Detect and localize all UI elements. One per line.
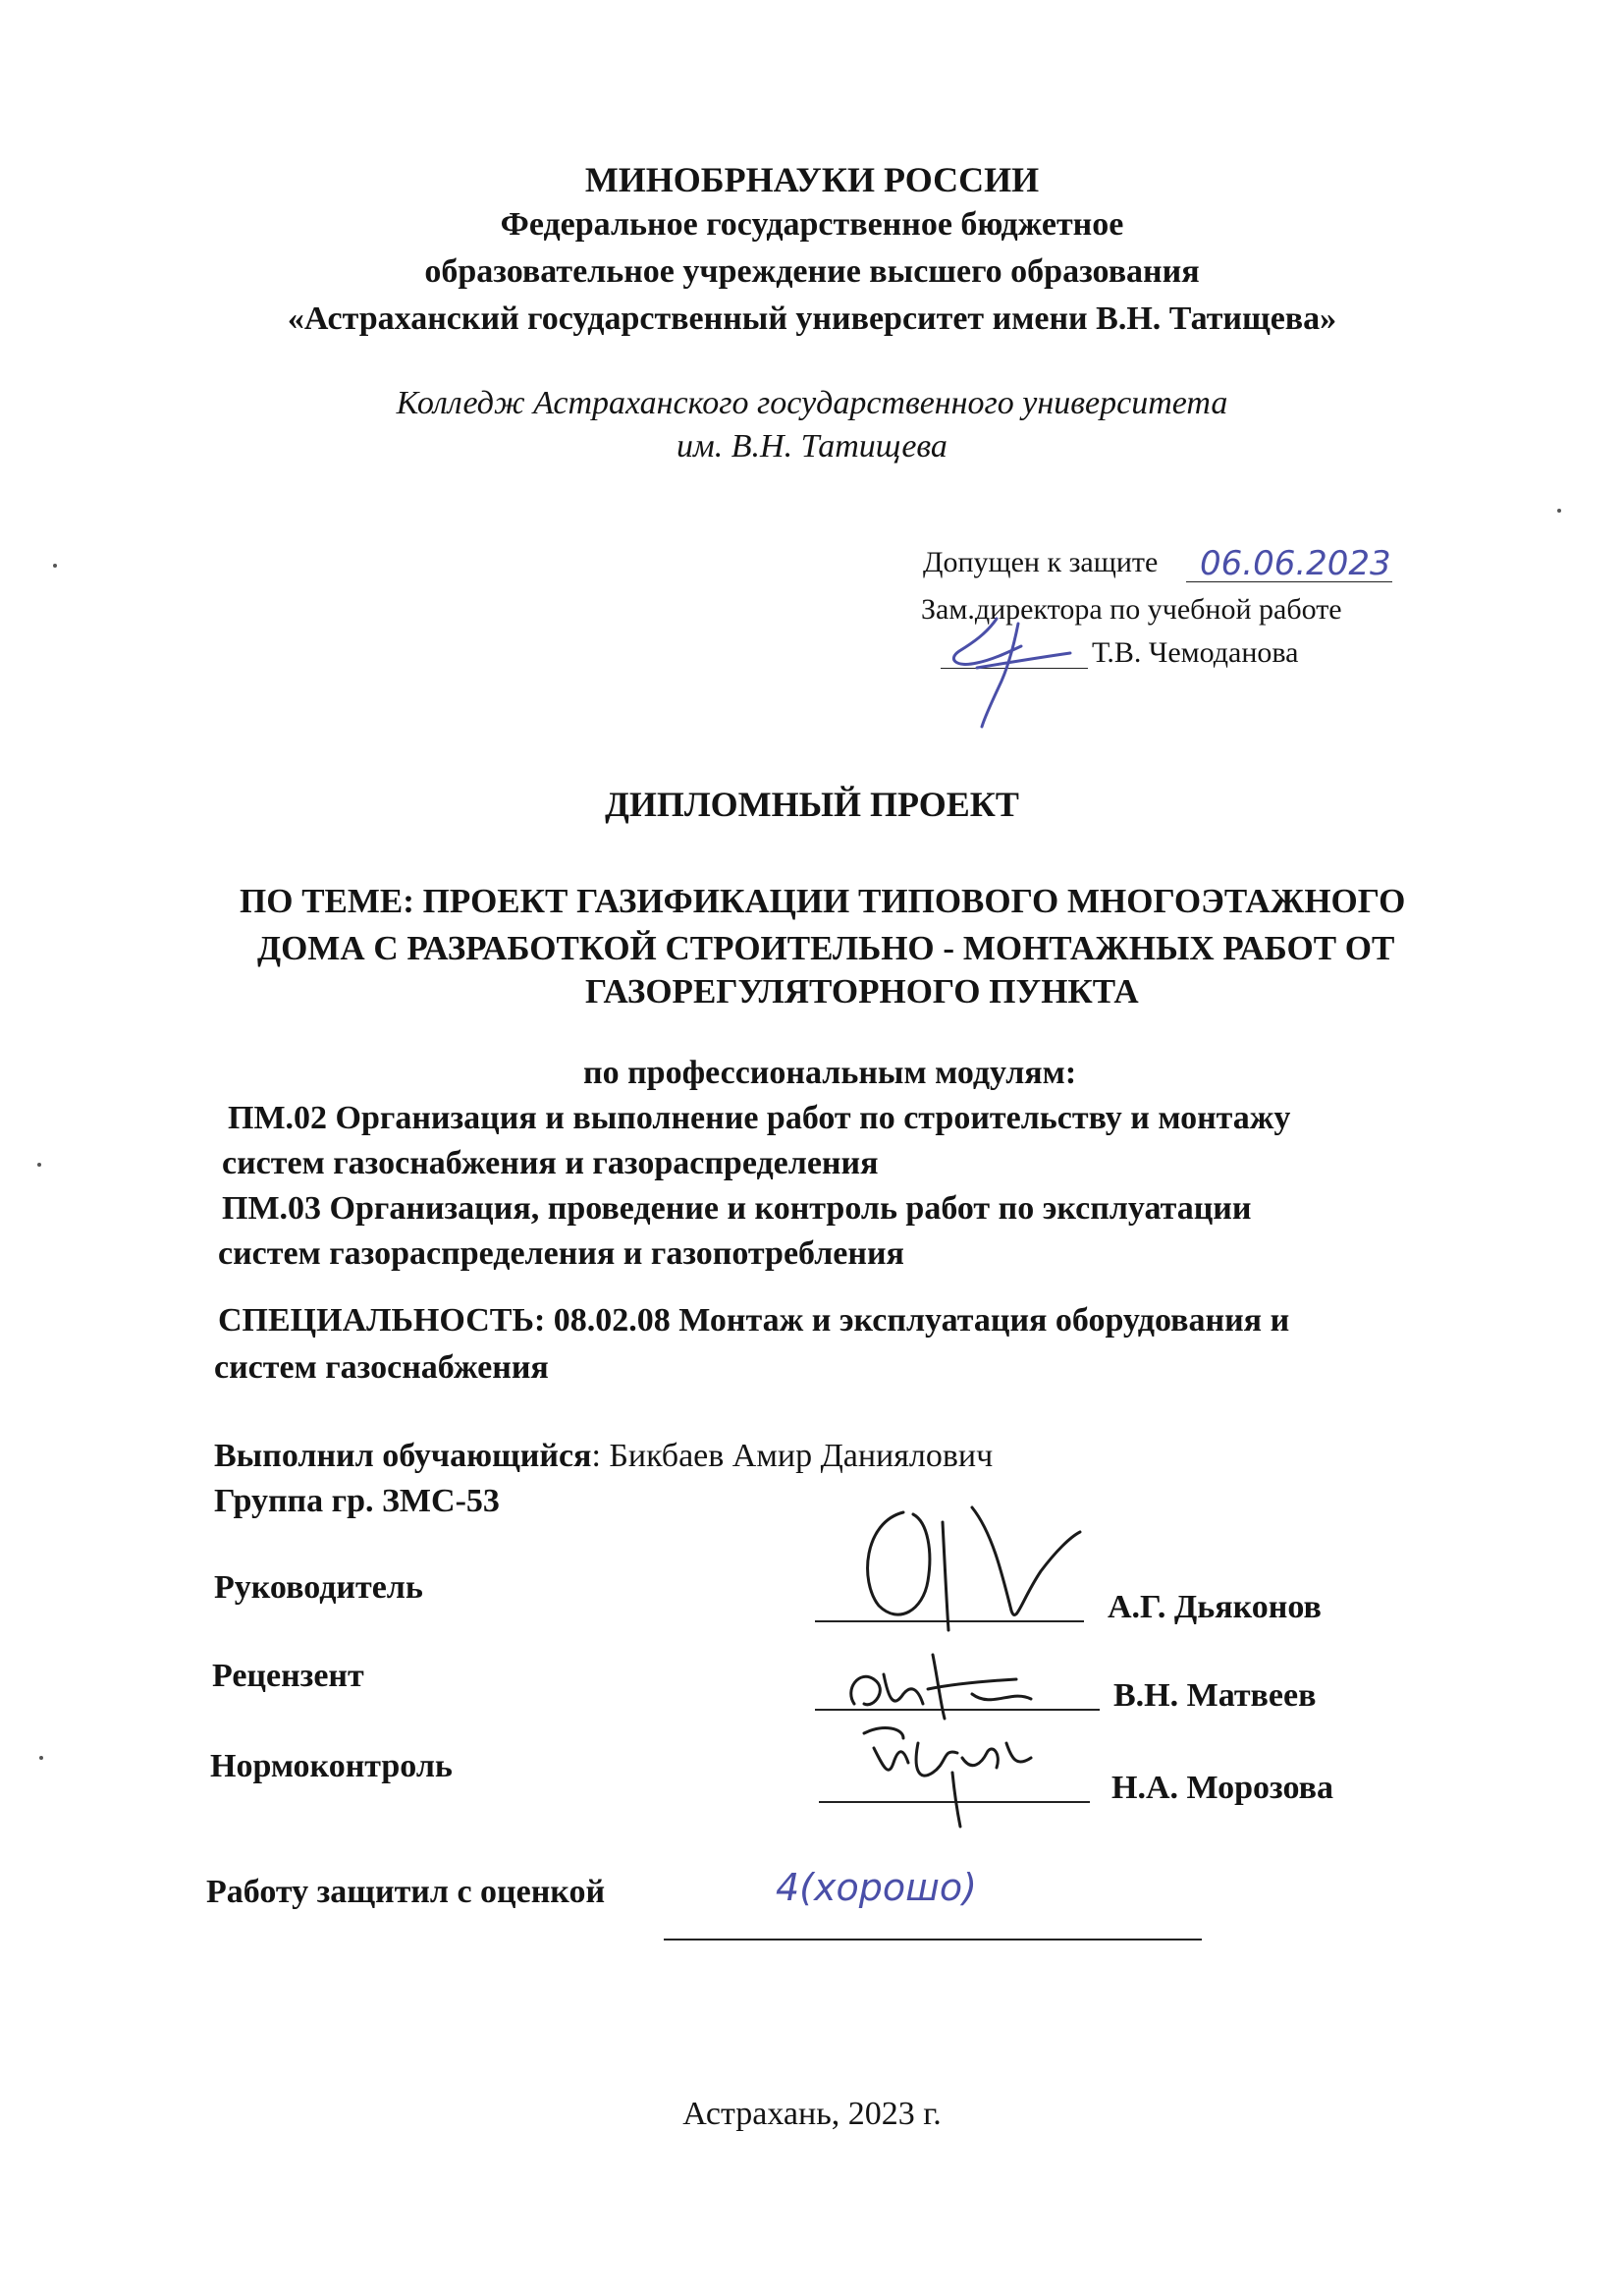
modules-heading: по профессиональным модулям:: [583, 1055, 1077, 1091]
deputy-signature-image: [938, 614, 1075, 737]
role-label-normcontrol: Нормоконтроль: [210, 1748, 453, 1784]
topic-line-1: ПО ТЕМЕ: ПРОЕКТ ГАЗИФИКАЦИИ ТИПОВОГО МНОГОЭТАЖНОГО: [240, 882, 1406, 920]
role-name-normcontrol: Н.А. Морозова: [1111, 1770, 1334, 1806]
topic-line-3: ГАЗОРЕГУЛЯТОРНОГО ПУНКТА: [585, 972, 1139, 1011]
topic-line-2: ДОМА С РАЗРАБОТКОЙ СТРОИТЕЛЬНО - МОНТАЖНЫХ РАБОТ ОТ: [257, 929, 1395, 967]
specialty-line-2: систем газоснабжения: [214, 1349, 549, 1386]
role-label-supervisor: Руководитель: [214, 1569, 423, 1606]
role-name-supervisor: А.Г. Дьяконов: [1108, 1589, 1322, 1625]
supervisor-signature-image: [844, 1503, 1159, 1660]
university-name: «Астраханский государственный университет имени В.Н. Татищева»: [287, 301, 1337, 337]
org-line-1: Федеральное государственное бюджетное: [500, 206, 1124, 243]
module-pm02-line-2: систем газоснабжения и газораспределения: [222, 1145, 879, 1181]
deputy-director-name: Т.В. Чемоданова: [1092, 636, 1299, 669]
scan-speck: [1557, 509, 1561, 513]
normcontrol-signature-image: [844, 1714, 1090, 1831]
admitted-label: Допущен к защите: [923, 546, 1159, 578]
student-name: : Бикбаев Амир Даниялович: [591, 1438, 994, 1474]
scan-speck: [53, 564, 57, 568]
grade-label: Работу защитил с оценкой: [206, 1874, 606, 1910]
org-line-2: образовательное учреждение высшего образования: [424, 253, 1200, 290]
role-name-reviewer: В.Н. Матвеев: [1113, 1677, 1317, 1714]
specialty-line-1: СПЕЦИАЛЬНОСТЬ: 08.02.08 Монтаж и эксплуатация оборудования и: [218, 1302, 1290, 1339]
scan-speck: [39, 1756, 43, 1760]
scan-speck: [37, 1163, 41, 1167]
module-pm02-line-1: ПМ.02 Организация и выполнение работ по строительству и монтажу: [228, 1100, 1291, 1136]
module-pm03-line-2: систем газораспределения и газопотребления: [218, 1235, 904, 1272]
admitted-date-handwritten: 06.06.2023: [1200, 544, 1391, 583]
student-label: Выполнил обучающийся: [214, 1438, 592, 1474]
college-line-2: им. В.Н. Татищева: [677, 428, 947, 465]
college-line-1: Колледж Астраханского государственного университета: [396, 385, 1228, 421]
place-year: Астрахань, 2023 г.: [682, 2096, 942, 2132]
document-type: ДИПЛОМНЫЙ ПРОЕКТ: [605, 785, 1019, 824]
grade-value-handwritten: 4(хорошо): [776, 1866, 977, 1909]
student-group: Группа гр. ЗМС-53: [214, 1483, 500, 1519]
role-label-reviewer: Рецензент: [212, 1658, 364, 1694]
ministry-heading: МИНОБРНАУКИ РОССИИ: [584, 160, 1040, 199]
module-pm03-line-1: ПМ.03 Организация, проведение и контроль работ по эксплуатации: [222, 1190, 1252, 1227]
grade-line: [664, 1939, 1202, 1941]
deputy-director-position: Зам.директора по учебной работе: [921, 593, 1342, 626]
